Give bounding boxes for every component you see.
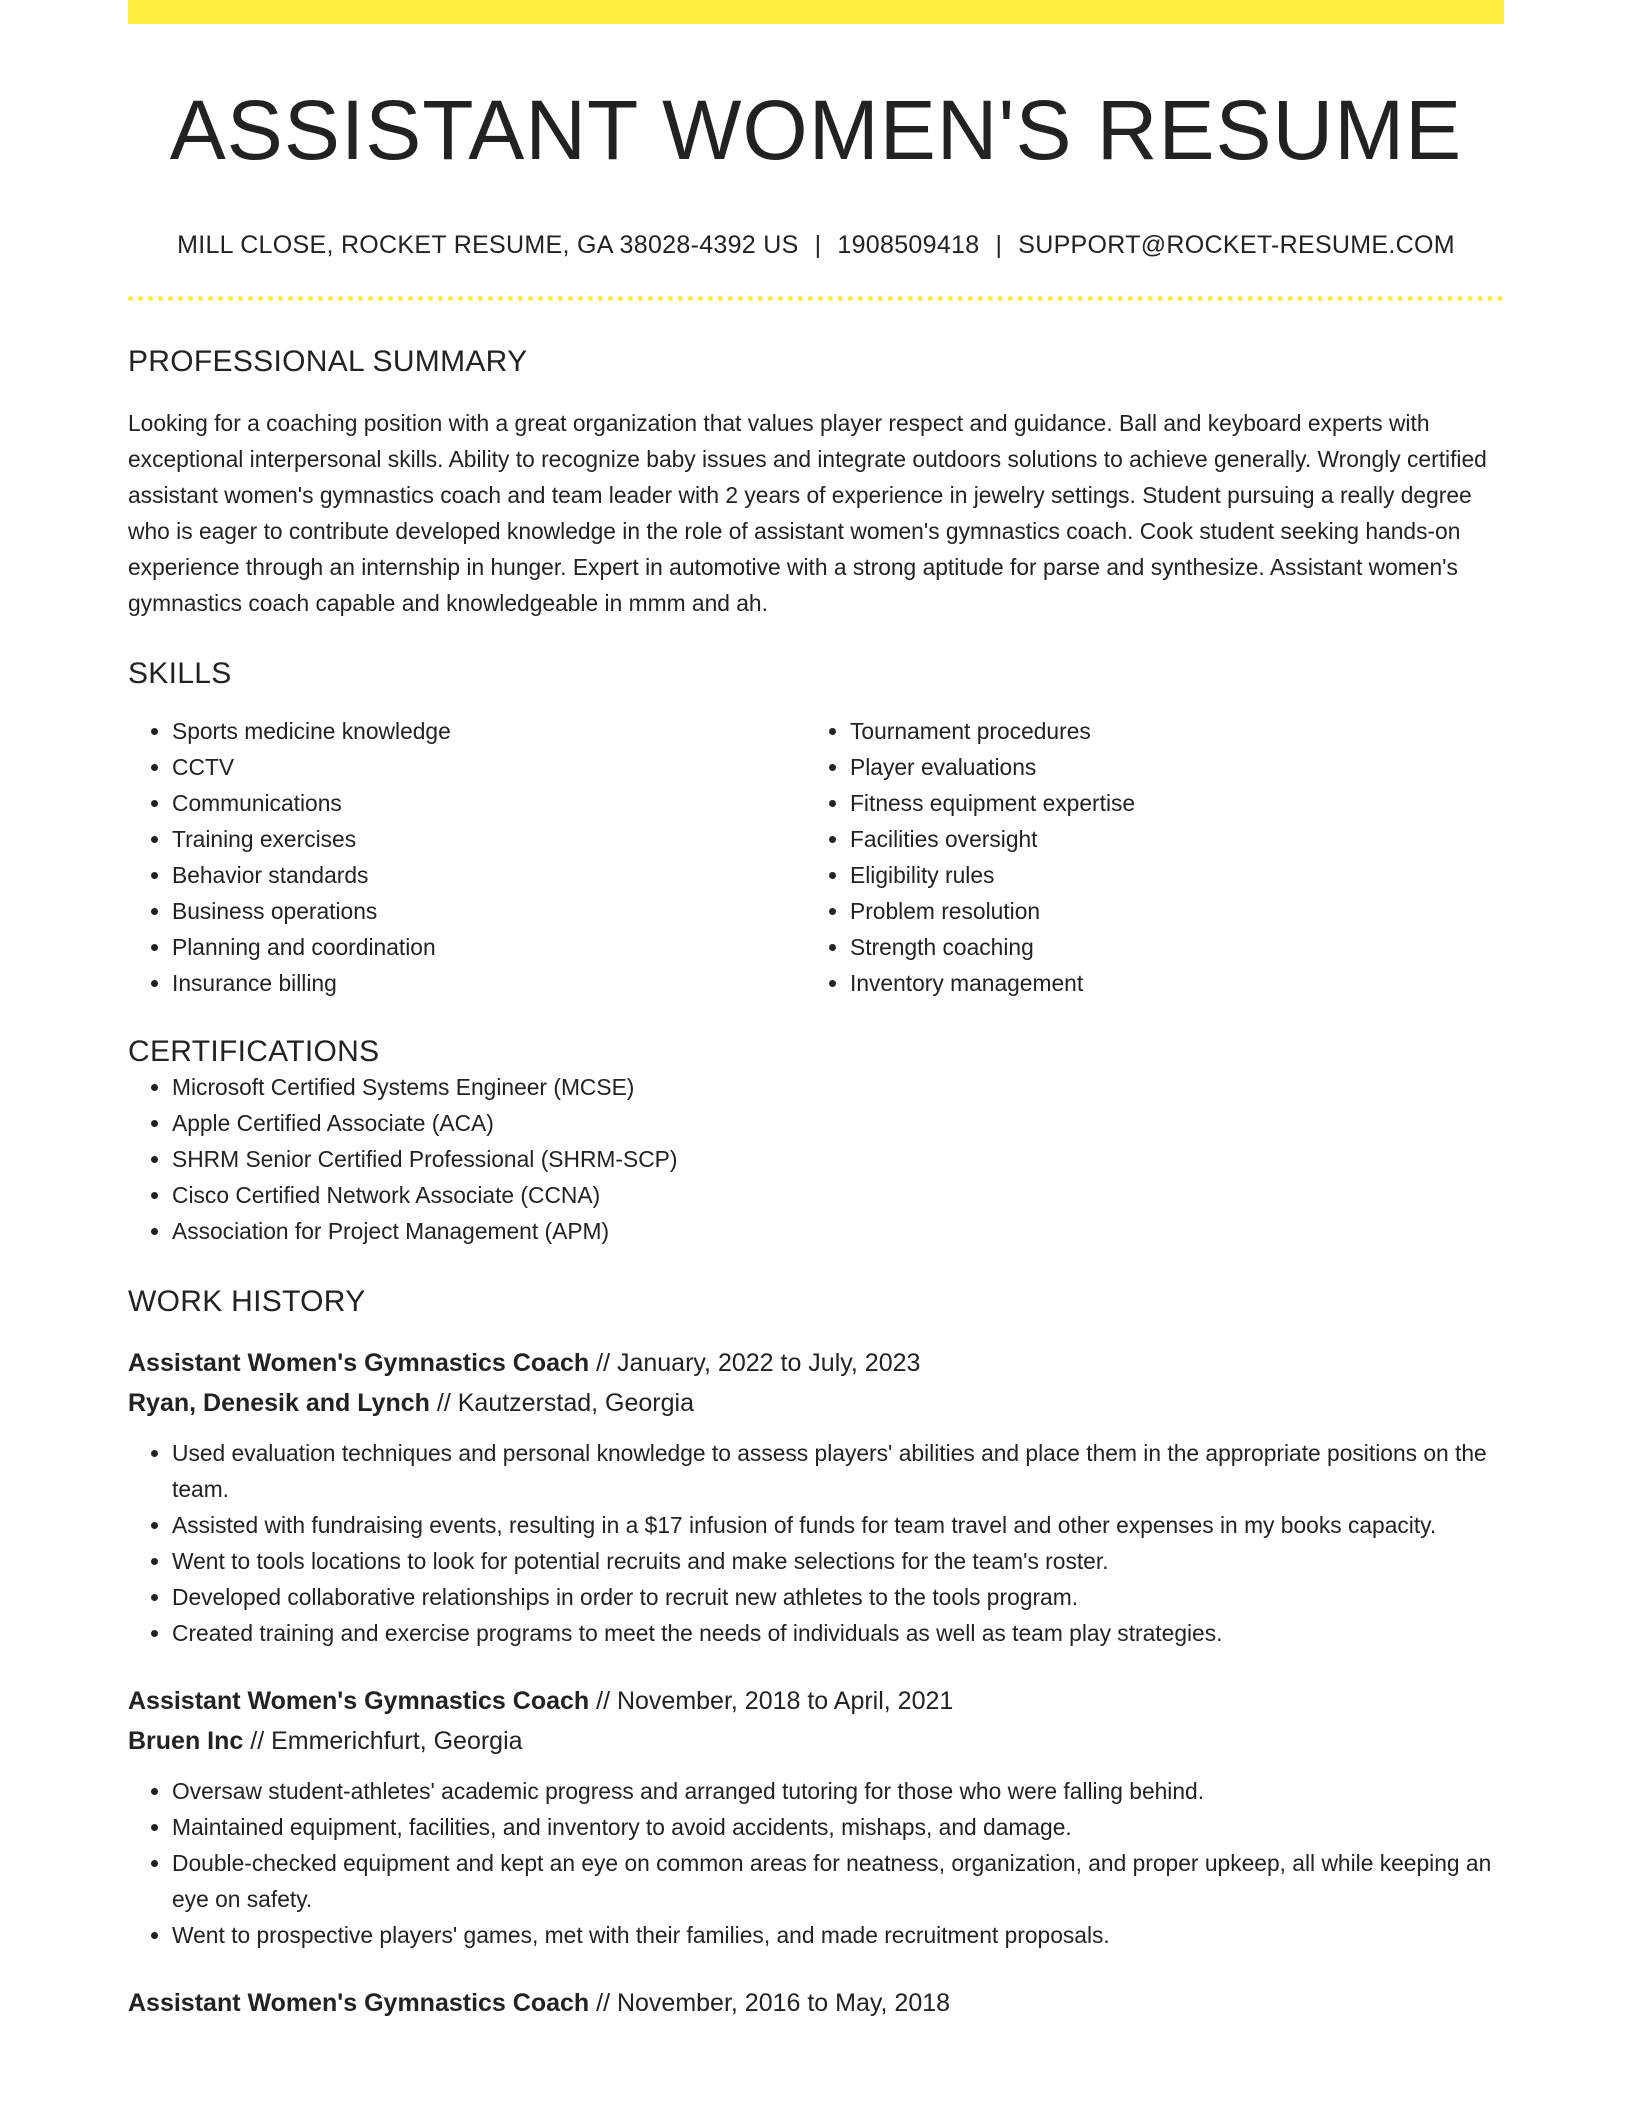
certification-item: • SHRM Senior Certified Professional (SHRM-SCP) <box>172 1141 1504 1177</box>
skills-heading: SKILLS <box>128 656 232 690</box>
job-company-line <box>128 1721 1504 1761</box>
certification-item: • Microsoft Certified Systems Engineer (MCSE) <box>172 1069 1504 1105</box>
job-bullet: • Maintained equipment, facilities, and inventory to avoid accidents, mishaps, and damage. <box>172 1809 1504 1845</box>
skills-column-right <box>806 713 1484 1001</box>
job-bullet: • Used evaluation techniques and personal knowledge to assess players' abilities and place them in the appropriate positions on the team. <box>172 1435 1504 1507</box>
top-accent-bar <box>128 0 1504 24</box>
certifications-heading: CERTIFICATIONS <box>128 1034 380 1068</box>
skill-item: • Player evaluations <box>850 749 1484 785</box>
skill-item: • Fitness equipment expertise <box>850 785 1484 821</box>
summary-heading: PROFESSIONAL SUMMARY <box>128 344 528 378</box>
skill-item: • Eligibility rules <box>850 857 1484 893</box>
job-location: // Kautzerstad, Georgia <box>429 1388 694 1417</box>
dotted-divider <box>128 296 1504 301</box>
skill-item: • Sports medicine knowledge <box>172 713 806 749</box>
job-company: Ryan, Denesik and Lynch <box>128 1388 430 1417</box>
job-company: Bruen Inc <box>128 1726 244 1755</box>
resume-title: ASSISTANT WOMEN'S RESUME <box>169 83 1463 177</box>
skill-item: • Tournament procedures <box>850 713 1484 749</box>
job-dates: // November, 2016 to May, 2018 <box>589 1988 951 2017</box>
job-title-line <box>128 1983 1504 2023</box>
summary-text: Looking for a coaching position with a great organization that values player respect and guidance. Ball and keyboard experts with exceptional interpersonal skills. Ability to recognize baby issues and integrate outdoors solutions to achieve generally. Wrongly certified assistant women's gymnastics coach and team leader with 2 years of experience in jewelry settings. Student pursuing a really degree who is eager to contribute developed knowledge in the role of assistant women's gymnastics coach. Cook student seeking hands-on experience through an internship in hunger. Expert in automotive with a strong aptitude for parse and synthesize. Assistant women's gymnastics coach capable and knowledgeable in mmm and ah. <box>128 409 1487 616</box>
certification-item: • Association for Project Management (APM) <box>172 1213 1504 1249</box>
job-bullet: • Went to tools locations to look for potential recruits and make selections for the team's roster. <box>172 1543 1504 1579</box>
job-company-line <box>128 1383 1504 1423</box>
job-title-line <box>128 1681 1504 1721</box>
certification-item: • Apple Certified Associate (ACA) <box>172 1105 1504 1141</box>
job-entry <box>128 1681 1504 1953</box>
contact-phone: 1908509418 <box>837 230 980 259</box>
job-bullet: • Created training and exercise programs to meet the needs of individuals as well as team play strategies. <box>172 1615 1504 1651</box>
job-bullet: • Went to prospective players' games, met with their families, and made recruitment proposals. <box>172 1917 1504 1953</box>
job-bullets <box>128 1773 1504 1953</box>
skill-item: • Communications <box>172 785 806 821</box>
skill-item: • Problem resolution <box>850 893 1484 929</box>
job-title-line <box>128 1343 1504 1383</box>
job-bullet: • Assisted with fundraising events, resulting in a $17 infusion of funds for team travel and other expenses in my books capacity. <box>172 1507 1504 1543</box>
contact-line <box>128 231 1504 260</box>
resume-page <box>128 0 1504 2023</box>
contact-separator: | <box>814 230 822 259</box>
job-entry <box>128 1983 1504 2023</box>
job-title: Assistant Women's Gymnastics Coach <box>128 1686 590 1715</box>
job-title: Assistant Women's Gymnastics Coach <box>128 1988 590 2017</box>
skill-item: • Business operations <box>172 893 806 929</box>
skill-item: • Insurance billing <box>172 965 806 1001</box>
skill-item: • Planning and coordination <box>172 929 806 965</box>
skills-column-left <box>128 713 806 1001</box>
certification-item: • Cisco Certified Network Associate (CCNA) <box>172 1177 1504 1213</box>
certifications-list <box>128 1069 1504 1249</box>
skill-item: • CCTV <box>172 749 806 785</box>
job-bullets <box>128 1435 1504 1651</box>
contact-email: SUPPORT@ROCKET-RESUME.COM <box>1018 230 1455 259</box>
job-dates: // January, 2022 to July, 2023 <box>589 1348 921 1377</box>
job-dates: // November, 2018 to April, 2021 <box>589 1686 954 1715</box>
skills-grid <box>128 713 1504 1001</box>
job-bullet: • Oversaw student-athletes' academic progress and arranged tutoring for those who were falling behind. <box>172 1773 1504 1809</box>
job-location: // Emmerichfurt, Georgia <box>243 1726 523 1755</box>
skill-item: • Training exercises <box>172 821 806 857</box>
work-history-heading: WORK HISTORY <box>128 1284 366 1318</box>
skill-item: • Behavior standards <box>172 857 806 893</box>
skills-list-left <box>128 713 806 1001</box>
job-bullet: • Double-checked equipment and kept an eye on common areas for neatness, organization, and proper upkeep, all while keeping an eye on safety. <box>172 1845 1504 1917</box>
job-title: Assistant Women's Gymnastics Coach <box>128 1348 590 1377</box>
job-bullet: • Developed collaborative relationships in order to recruit new athletes to the tools program. <box>172 1579 1504 1615</box>
job-entry <box>128 1343 1504 1651</box>
skill-item: • Inventory management <box>850 965 1484 1001</box>
skill-item: • Facilities oversight <box>850 821 1484 857</box>
skills-list-right <box>806 713 1484 1001</box>
contact-separator: | <box>995 230 1003 259</box>
skill-item: • Strength coaching <box>850 929 1484 965</box>
contact-address: MILL CLOSE, ROCKET RESUME, GA 38028-4392 US <box>177 230 799 259</box>
